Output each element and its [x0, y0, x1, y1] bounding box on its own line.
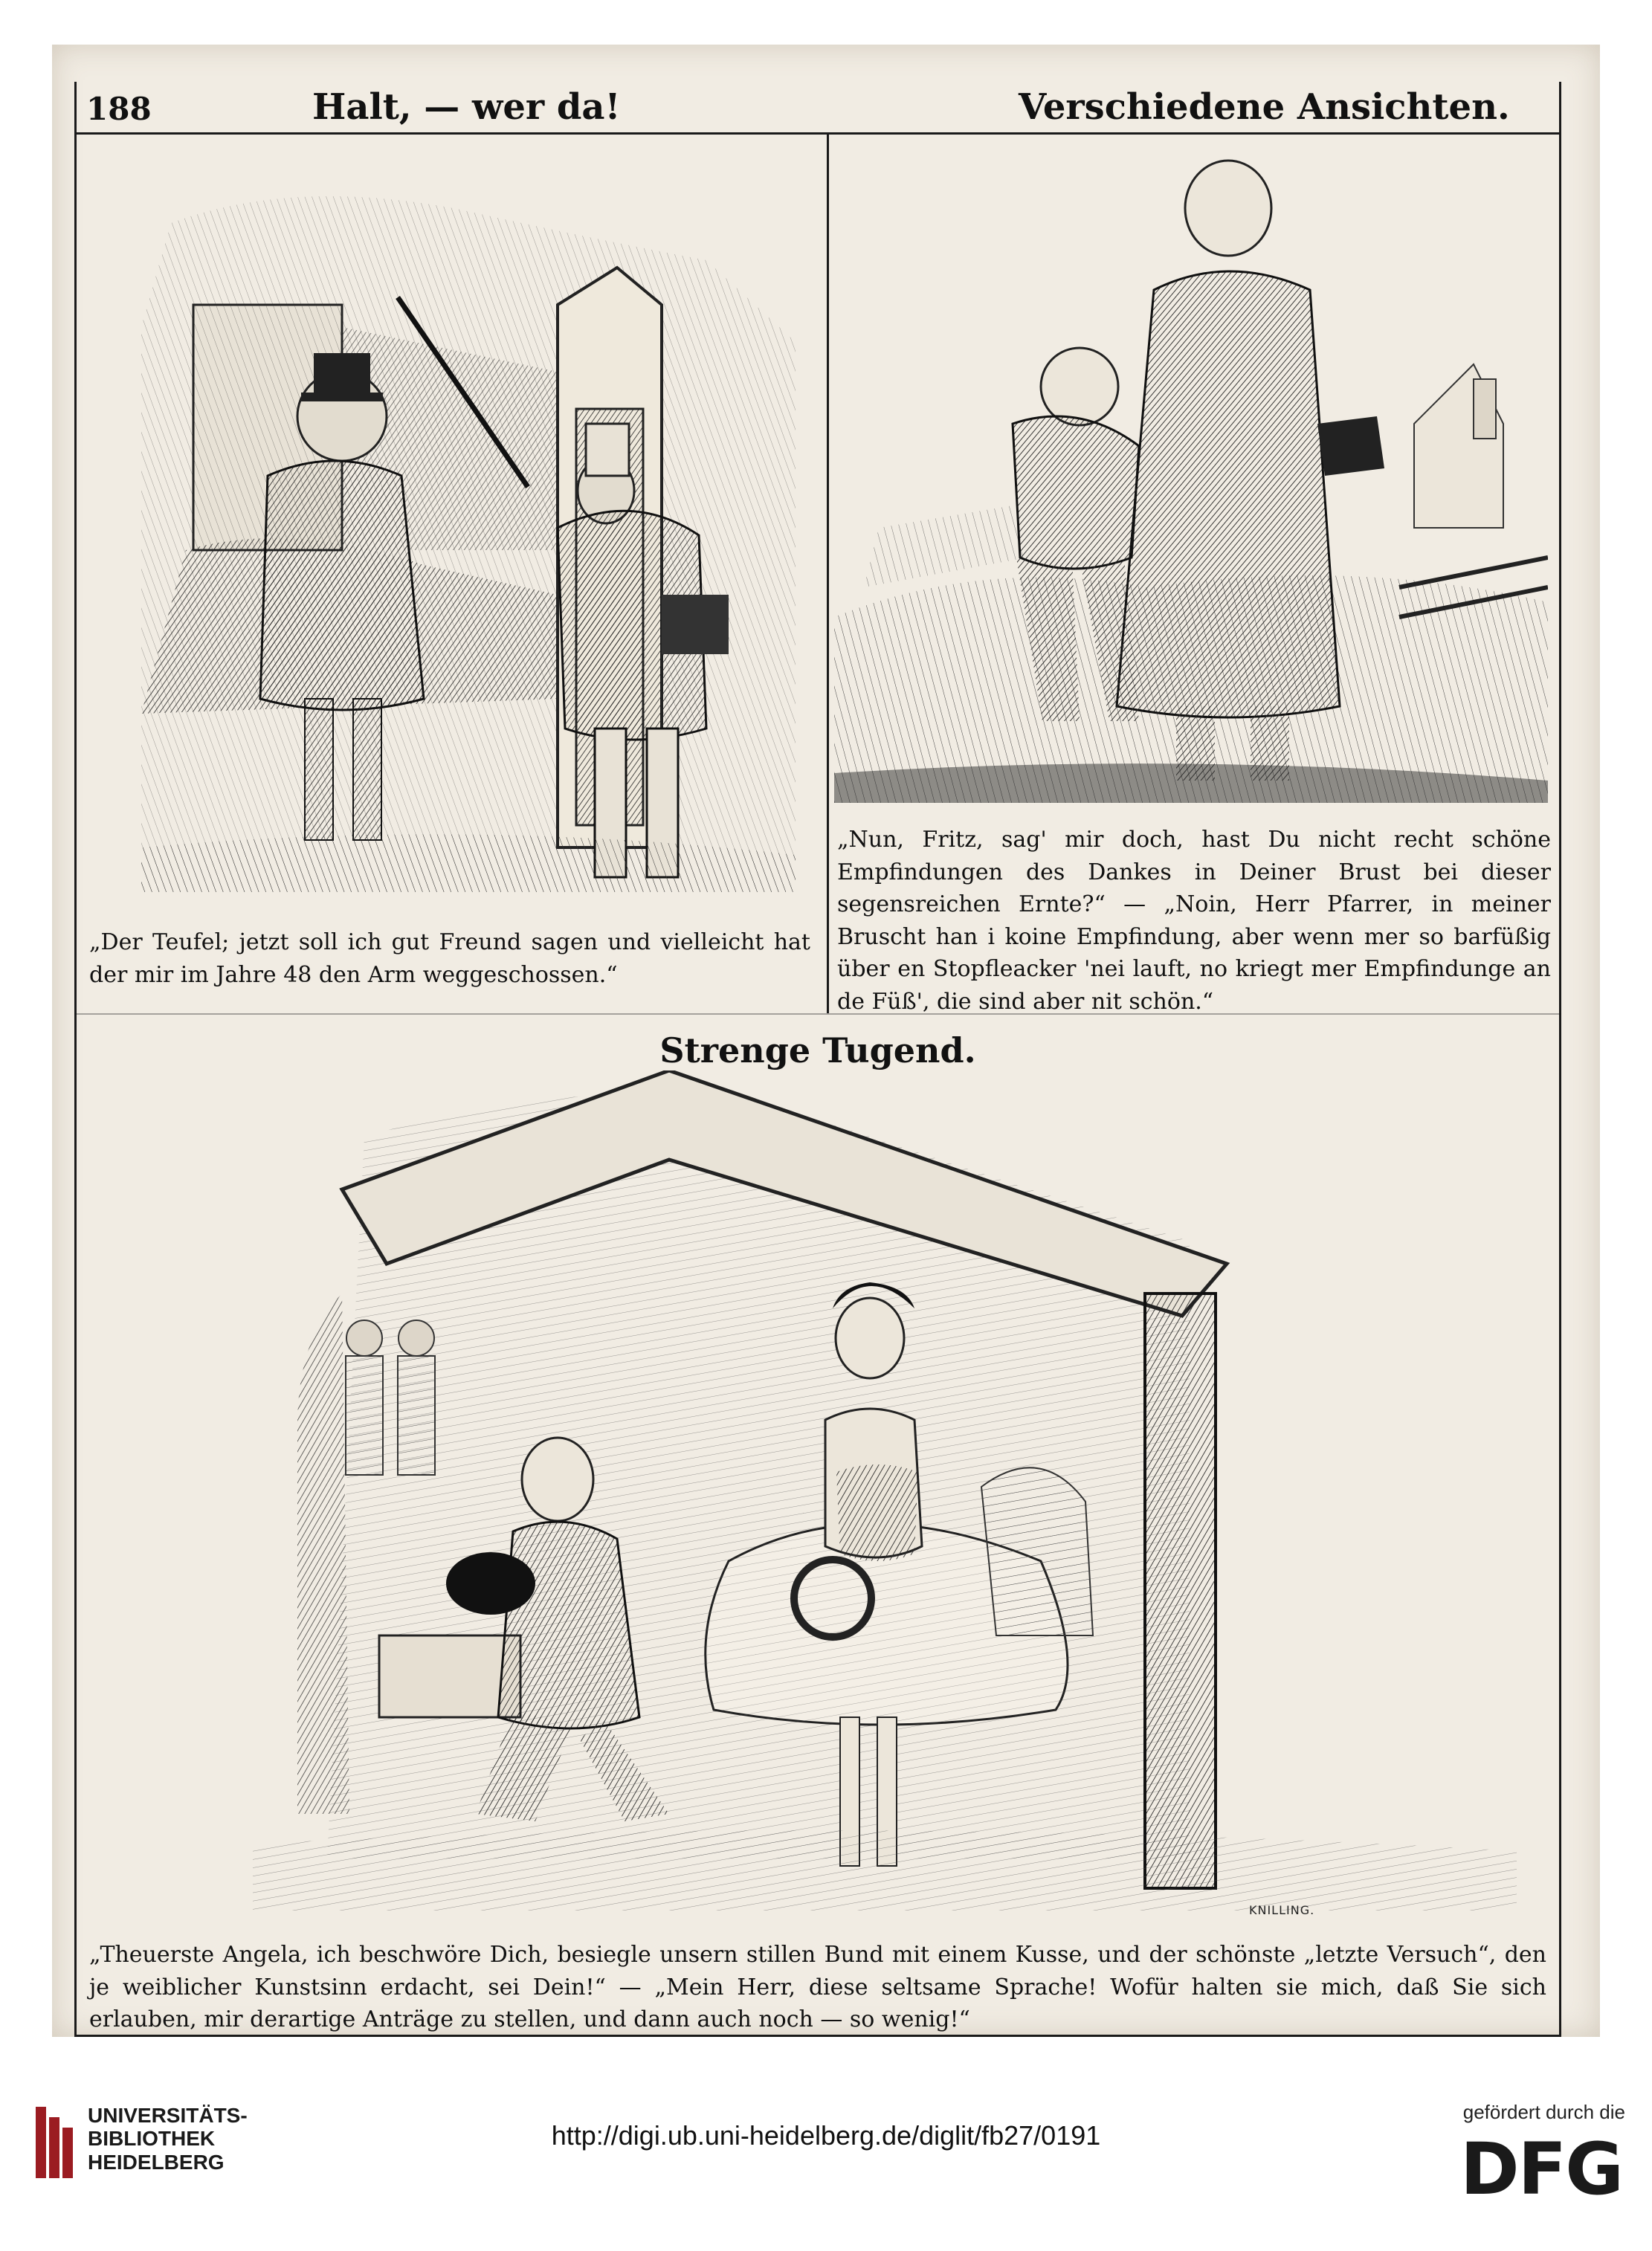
dfg-logo-icon: DFG: [1459, 2128, 1622, 2211]
right-cartoon-caption: „Nun, Fritz, sag' mir doch, hast Du nicht recht schöne Empfindungen des Dankes in Deiner Brust bei dieser segensreichen Ernte?“ — „Noin, Herr Pfarrer, in meiner Bruscht han i koine Empfindung, aber wenn mer so barfüßig über en Stopfleacker 'nei lauft, no kriegt mer Empfindunge an de Füß', die sind aber nit schön.“: [837, 827, 1551, 1015]
digitization-footer: [0, 2052, 1652, 2251]
bottom-cartoon-caption: „Theuerste Angela, ich beschwöre Dich, besiegle unsern stillen Bund mit einem Kusse, und der schönste „letzte Versuch“, den je weiblicher Kunstsinn erdacht, sei Dein!“ — „Mein Herr, diese seltsame Sprache! Wofür halten sie mich, daß Sie sich erlauben, mir derartige Anträge zu stellen, und dann auch noch — so wenig!“: [89, 1942, 1546, 2032]
header-rule: [74, 132, 1561, 135]
pastor-and-boy-illustration: [834, 141, 1548, 803]
permalink-url[interactable]: http://digi.ub.uni-heidelberg.de/diglit/fb27/0191: [551, 2120, 1101, 2151]
column-rule: [827, 132, 829, 1013]
funding-note: gefördert durch die: [1462, 2101, 1625, 2123]
sentry-illustration: [141, 178, 796, 892]
ballet-dancer-illustration: [253, 1070, 1517, 1911]
right-cartoon-title: Verschiedene Ansichten.: [1019, 86, 1510, 128]
left-cartoon-title: Halt, — wer da!: [312, 86, 621, 128]
engraver-signature: KNILLING.: [1249, 1903, 1315, 1917]
left-cartoon-caption: „Der Teufel; jetzt soll ich gut Freund sagen und vielleicht hat der mir im Jahre 48 den Arm weggeschossen.“: [89, 929, 810, 988]
page-number: 188: [86, 91, 152, 127]
institution-name: UNIVERSITÄTS- BIBLIOTHEK HEIDELBERG: [88, 2104, 248, 2174]
bottom-cartoon-title: Strenge Tugend.: [659, 1030, 976, 1070]
